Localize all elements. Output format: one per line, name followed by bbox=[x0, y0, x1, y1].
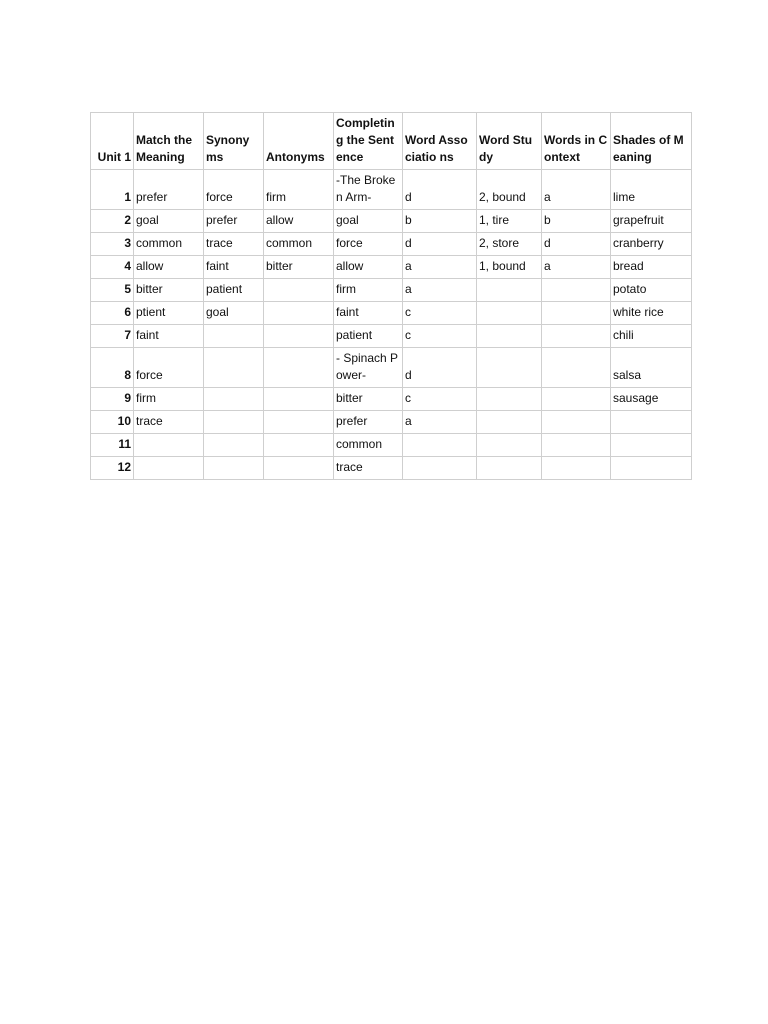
table-row bbox=[91, 233, 692, 256]
cell-row-number: 10 bbox=[91, 411, 134, 434]
cell-antonyms bbox=[264, 279, 334, 302]
cell-antonyms bbox=[264, 457, 334, 480]
cell-word-study bbox=[477, 411, 542, 434]
cell-synonyms: faint bbox=[204, 256, 264, 279]
cell-row-number: 2 bbox=[91, 210, 134, 233]
cell-completing-the-sentence: -The Broken Arm- bbox=[334, 170, 403, 210]
cell-synonyms bbox=[204, 457, 264, 480]
table-row bbox=[91, 279, 692, 302]
cell-row-number: 7 bbox=[91, 325, 134, 348]
cell-match-the-meaning: prefer bbox=[134, 170, 204, 210]
header-unit: Unit 1 bbox=[91, 113, 134, 170]
cell-match-the-meaning bbox=[134, 457, 204, 480]
cell-antonyms bbox=[264, 325, 334, 348]
cell-words-in-context bbox=[542, 302, 611, 325]
cell-row-number: 3 bbox=[91, 233, 134, 256]
cell-row-number: 8 bbox=[91, 348, 134, 388]
cell-shades-of-meaning: lime bbox=[611, 170, 692, 210]
cell-row-number: 4 bbox=[91, 256, 134, 279]
table-row bbox=[91, 302, 692, 325]
header-antonyms: Antonyms bbox=[264, 113, 334, 170]
cell-antonyms bbox=[264, 411, 334, 434]
cell-word-associations: b bbox=[403, 210, 477, 233]
cell-word-associations: c bbox=[403, 388, 477, 411]
cell-synonyms: goal bbox=[204, 302, 264, 325]
table-row bbox=[91, 325, 692, 348]
cell-row-number: 6 bbox=[91, 302, 134, 325]
cell-shades-of-meaning bbox=[611, 457, 692, 480]
cell-words-in-context bbox=[542, 411, 611, 434]
cell-synonyms: patient bbox=[204, 279, 264, 302]
table-row bbox=[91, 434, 692, 457]
cell-match-the-meaning: firm bbox=[134, 388, 204, 411]
cell-antonyms: common bbox=[264, 233, 334, 256]
table-row bbox=[91, 388, 692, 411]
cell-antonyms bbox=[264, 302, 334, 325]
cell-synonyms bbox=[204, 348, 264, 388]
cell-shades-of-meaning: bread bbox=[611, 256, 692, 279]
cell-shades-of-meaning bbox=[611, 434, 692, 457]
cell-word-associations: c bbox=[403, 325, 477, 348]
cell-word-study bbox=[477, 388, 542, 411]
table-body bbox=[91, 170, 692, 480]
cell-completing-the-sentence: bitter bbox=[334, 388, 403, 411]
header-word-associations: Word Associatio ns bbox=[403, 113, 477, 170]
spreadsheet-page bbox=[90, 112, 692, 480]
cell-words-in-context bbox=[542, 434, 611, 457]
cell-shades-of-meaning: sausage bbox=[611, 388, 692, 411]
cell-antonyms bbox=[264, 388, 334, 411]
cell-words-in-context bbox=[542, 388, 611, 411]
cell-completing-the-sentence: firm bbox=[334, 279, 403, 302]
table-row bbox=[91, 170, 692, 210]
cell-word-study: 2, bound bbox=[477, 170, 542, 210]
cell-word-study: 1, tire bbox=[477, 210, 542, 233]
cell-shades-of-meaning: chili bbox=[611, 325, 692, 348]
cell-synonyms: force bbox=[204, 170, 264, 210]
cell-shades-of-meaning: potato bbox=[611, 279, 692, 302]
table-row bbox=[91, 256, 692, 279]
cell-word-associations: a bbox=[403, 411, 477, 434]
cell-antonyms bbox=[264, 348, 334, 388]
cell-shades-of-meaning: white rice bbox=[611, 302, 692, 325]
cell-shades-of-meaning: cranberry bbox=[611, 233, 692, 256]
cell-row-number: 9 bbox=[91, 388, 134, 411]
cell-completing-the-sentence: common bbox=[334, 434, 403, 457]
cell-word-associations: a bbox=[403, 256, 477, 279]
cell-shades-of-meaning: salsa bbox=[611, 348, 692, 388]
cell-row-number: 1 bbox=[91, 170, 134, 210]
cell-match-the-meaning: faint bbox=[134, 325, 204, 348]
cell-word-study bbox=[477, 434, 542, 457]
cell-match-the-meaning: goal bbox=[134, 210, 204, 233]
cell-match-the-meaning: ptient bbox=[134, 302, 204, 325]
cell-antonyms bbox=[264, 434, 334, 457]
cell-words-in-context bbox=[542, 279, 611, 302]
header-words-in-context: Words in Context bbox=[542, 113, 611, 170]
cell-word-associations: c bbox=[403, 302, 477, 325]
cell-word-associations bbox=[403, 434, 477, 457]
cell-synonyms: prefer bbox=[204, 210, 264, 233]
table-row bbox=[91, 348, 692, 388]
cell-shades-of-meaning bbox=[611, 411, 692, 434]
cell-match-the-meaning: force bbox=[134, 348, 204, 388]
cell-word-associations: a bbox=[403, 279, 477, 302]
header-word-study: Word Study bbox=[477, 113, 542, 170]
table-row bbox=[91, 457, 692, 480]
cell-antonyms: firm bbox=[264, 170, 334, 210]
cell-word-study bbox=[477, 302, 542, 325]
cell-word-associations: d bbox=[403, 233, 477, 256]
cell-completing-the-sentence: allow bbox=[334, 256, 403, 279]
cell-word-associations bbox=[403, 457, 477, 480]
table-row bbox=[91, 411, 692, 434]
cell-antonyms: bitter bbox=[264, 256, 334, 279]
cell-completing-the-sentence: patient bbox=[334, 325, 403, 348]
cell-completing-the-sentence: trace bbox=[334, 457, 403, 480]
vocabulary-table bbox=[90, 112, 692, 480]
cell-antonyms: allow bbox=[264, 210, 334, 233]
cell-word-study: 1, bound bbox=[477, 256, 542, 279]
cell-word-study bbox=[477, 457, 542, 480]
cell-words-in-context bbox=[542, 325, 611, 348]
cell-word-study bbox=[477, 348, 542, 388]
cell-word-study: 2, store bbox=[477, 233, 542, 256]
cell-word-study bbox=[477, 325, 542, 348]
cell-words-in-context: a bbox=[542, 170, 611, 210]
cell-words-in-context bbox=[542, 348, 611, 388]
header-match-the-meaning: Match the Meaning bbox=[134, 113, 204, 170]
table-row bbox=[91, 210, 692, 233]
cell-match-the-meaning: allow bbox=[134, 256, 204, 279]
cell-synonyms bbox=[204, 388, 264, 411]
cell-completing-the-sentence: prefer bbox=[334, 411, 403, 434]
cell-synonyms bbox=[204, 434, 264, 457]
cell-word-study bbox=[477, 279, 542, 302]
header-synonyms: Synony ms bbox=[204, 113, 264, 170]
cell-match-the-meaning: bitter bbox=[134, 279, 204, 302]
cell-row-number: 11 bbox=[91, 434, 134, 457]
cell-shades-of-meaning: grapefruit bbox=[611, 210, 692, 233]
header-shades-of-meaning: Shades of Meaning bbox=[611, 113, 692, 170]
cell-words-in-context: a bbox=[542, 256, 611, 279]
cell-completing-the-sentence: - Spinach Power- bbox=[334, 348, 403, 388]
header-completing-the-sentence: Completin g the Sentence bbox=[334, 113, 403, 170]
cell-match-the-meaning: common bbox=[134, 233, 204, 256]
cell-synonyms: trace bbox=[204, 233, 264, 256]
cell-words-in-context bbox=[542, 457, 611, 480]
cell-completing-the-sentence: force bbox=[334, 233, 403, 256]
cell-words-in-context: b bbox=[542, 210, 611, 233]
cell-word-associations: d bbox=[403, 170, 477, 210]
cell-word-associations: d bbox=[403, 348, 477, 388]
cell-match-the-meaning: trace bbox=[134, 411, 204, 434]
cell-words-in-context: d bbox=[542, 233, 611, 256]
cell-match-the-meaning bbox=[134, 434, 204, 457]
cell-synonyms bbox=[204, 325, 264, 348]
cell-completing-the-sentence: goal bbox=[334, 210, 403, 233]
cell-completing-the-sentence: faint bbox=[334, 302, 403, 325]
cell-synonyms bbox=[204, 411, 264, 434]
cell-row-number: 5 bbox=[91, 279, 134, 302]
header-row bbox=[91, 113, 692, 170]
cell-row-number: 12 bbox=[91, 457, 134, 480]
